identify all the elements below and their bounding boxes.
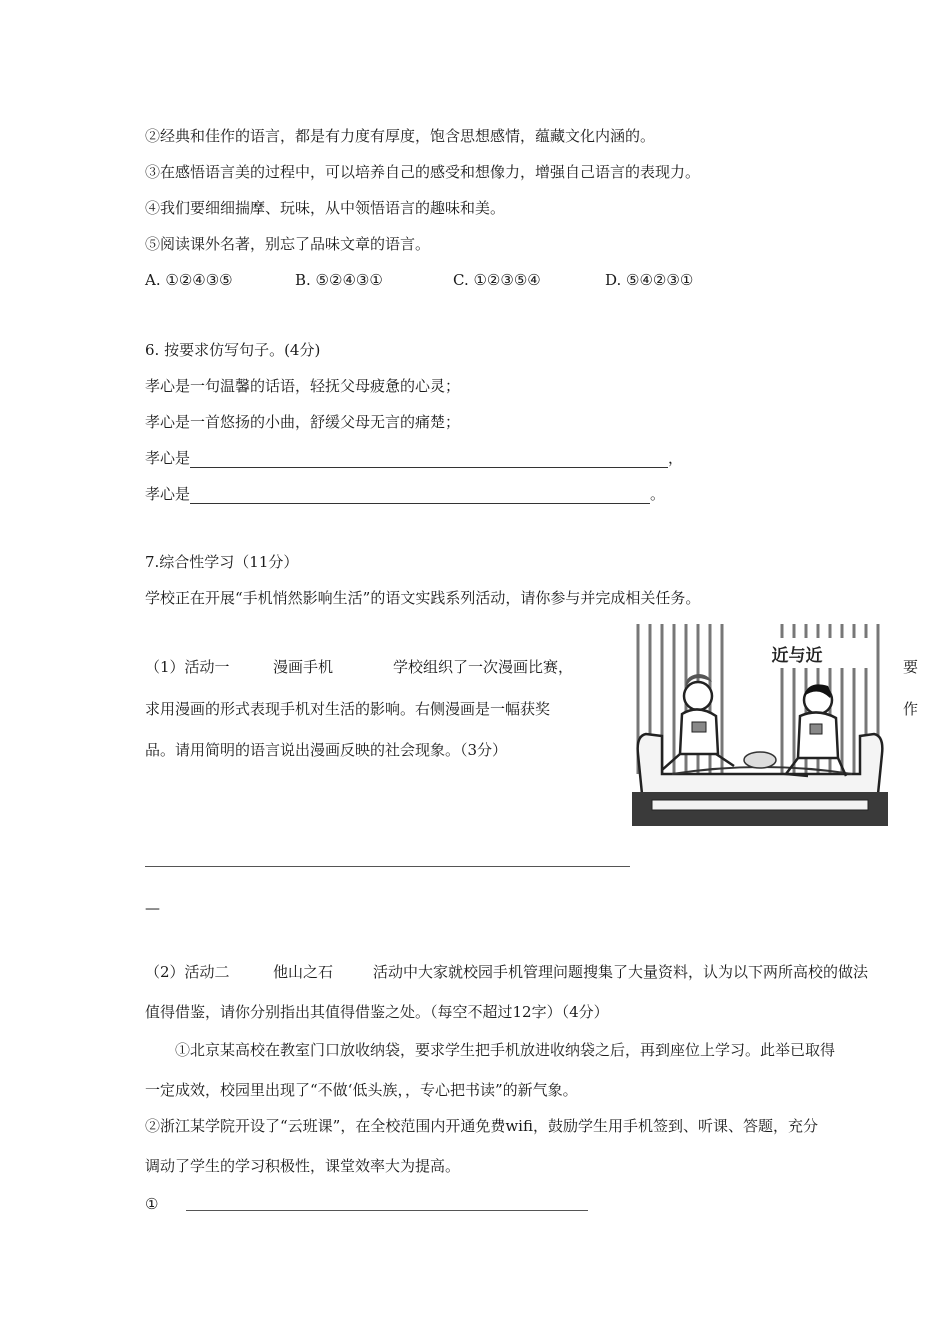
activity-2-text-1: 活动中大家就校园手机管理问题搜集了大量资料，认为以下两所高校的做法 <box>373 963 869 981</box>
activity-1-tail-1: 要 <box>903 658 919 676</box>
case-1-line-2: 一定成效，校园里出现了“不做‘低头族，，专心把书读”的新气象。 <box>145 1081 578 1099</box>
activity-1-label: （1）活动一 <box>145 658 230 676</box>
case-1-line-1: ①北京某高校在教室门口放收纳袋，要求学生把手机放进收纳袋之后，再到座位上学习。此举已取得 <box>175 1041 836 1059</box>
q6-end-1: ， <box>668 449 684 467</box>
q6-example-2: 孝心是一首悠扬的小曲，舒缓父母无言的痛楚； <box>145 413 461 431</box>
answer-1-blank[interactable] <box>186 1210 588 1211</box>
activity-1-answer-line[interactable] <box>145 866 630 867</box>
activity-1-line-3: 品。请用简明的语言说出漫画反映的社会现象。（3分） <box>145 741 508 759</box>
sentence-5: ⑤阅读课外名著，别忘了品味文章的语言。 <box>145 235 431 253</box>
answer-options <box>145 270 693 290</box>
case-2-line-1: ②浙江某学院开设了“云班课”，在全校范围内开通免费wifi，鼓励学生用手机签到、听课、答题，充分 <box>145 1117 818 1135</box>
q6-example-1: 孝心是一句温馨的话语，轻抚父母疲惫的心灵； <box>145 377 461 395</box>
sentence-3: ③在感悟语言美的过程中，可以培养自己的感受和想像力，增强自己语言的表现力。 <box>145 163 701 181</box>
q6-blank-2[interactable] <box>190 489 650 504</box>
option-b: B. ⑤②④③① <box>295 271 383 289</box>
option-a: A. ①②④③⑤ <box>145 271 233 289</box>
q6-end-2: 。 <box>650 485 666 503</box>
cartoon-title: 近与近 <box>771 646 823 666</box>
q6-title: 6. 按要求仿写句子。(4分) <box>145 341 321 359</box>
activity-1-name: 漫画手机 <box>273 658 334 676</box>
sentence-2: ②经典和佳作的语言，都是有力度有厚度，饱含思想感情，蕴藏文化内涵的。 <box>145 127 656 145</box>
q6-fill-line-1 <box>145 448 683 468</box>
q7-title: 7.综合性学习（11分） <box>145 553 299 571</box>
q6-prompt: 孝心是 <box>145 485 191 503</box>
activity-2-line-2: 值得借鉴，请你分别指出其值得借鉴之处。（每空不超过12字）（4分） <box>145 1003 609 1021</box>
activity-1-line-2: 求用漫画的形式表现手机对生活的影响。右侧漫画是一幅获奖 <box>145 700 551 718</box>
q7-intro: 学校正在开展“手机悄然影响生活”的语文实践系列活动，请你参与并完成相关任务。 <box>145 589 701 607</box>
cartoon-image <box>632 624 888 826</box>
activity-2-line-1 <box>145 962 868 982</box>
sentence-4: ④我们要细细揣摩、玩味，从中领悟语言的趣味和美。 <box>145 199 506 217</box>
activity-2-label: （2）活动二 <box>145 963 230 981</box>
option-d: D. ⑤④②③① <box>605 271 694 289</box>
q6-fill-line-2 <box>145 484 665 504</box>
activity-1-tail-2: 作 <box>903 700 919 718</box>
answer-1-label: ① <box>145 1195 159 1213</box>
activity-1-dash: — <box>145 899 160 917</box>
cartoon-drawing <box>632 624 888 826</box>
case-2-line-2: 调动了学生的学习积极性，课堂效率大为提高。 <box>145 1157 461 1175</box>
q6-prompt: 孝心是 <box>145 449 191 467</box>
activity-2-name: 他山之石 <box>273 963 334 981</box>
activity-1-text-1: 学校组织了一次漫画比赛， <box>393 658 574 676</box>
q6-blank-1[interactable] <box>190 453 668 468</box>
activity-1-line-1 <box>145 657 573 677</box>
option-c: C. ①②③⑤④ <box>453 271 541 289</box>
